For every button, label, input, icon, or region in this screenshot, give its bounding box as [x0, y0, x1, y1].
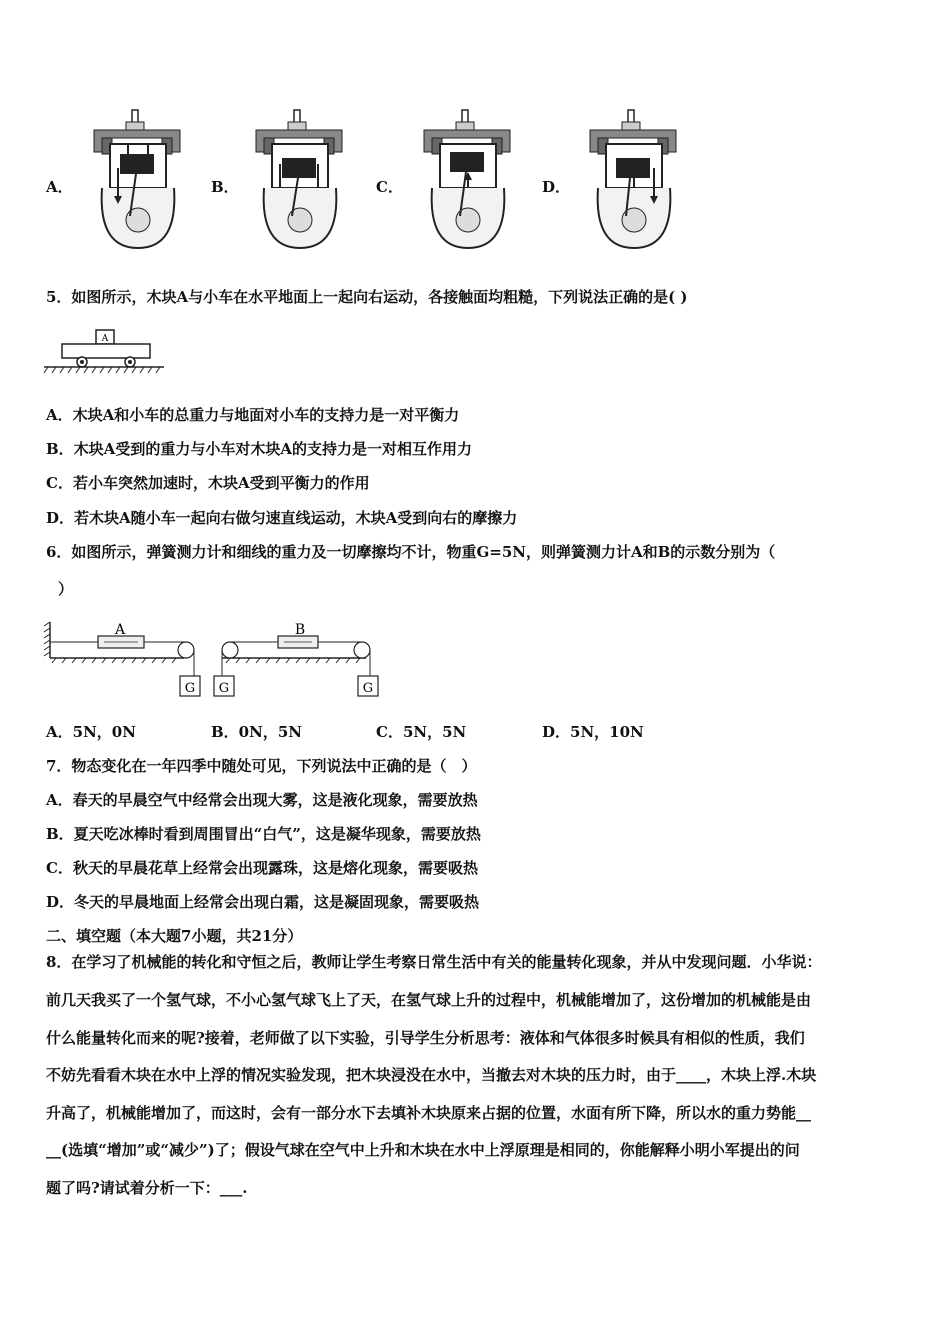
q6-scale-b-label: B [294, 622, 306, 638]
q5-option-b: B．木块A受到的重力与小车对木块A的支持力是一对相互作用力 [46, 440, 472, 458]
q4-option-b-label: B． [211, 178, 239, 196]
q8-line-7: 题了吗?请试着分析一下：___. [46, 1179, 248, 1197]
q8-line-6: __(选填“增加”或“减少”)了；假设气球在空气中上升和木块在水中上浮原理是相同的，你能解释小明小军提出的问 [46, 1141, 800, 1159]
q8-line-4: 不妨先看看木块在水中上浮的情况实验发现，把木块浸没在水中，当撤去对木块的压力时，由于____，木块上浮.木块 [46, 1066, 817, 1084]
engine-diagram-c [418, 108, 518, 253]
q5-option-a: A．木块A和小车的总重力与地面对小车的支持力是一对平衡力 [46, 406, 460, 424]
q7-option-b: B．夏天吃冰棒时看到周围冒出“白气”，这是凝华现象，需要放热 [46, 825, 481, 843]
q6-stem-end: ） [58, 580, 74, 598]
q7-stem: 7．物态变化在一年四季中随处可见，下列说法中正确的是（ ） [46, 757, 477, 775]
q6-option-b: B．0N，5N [211, 723, 302, 741]
q6-stem: 6．如图所示，弹簧测力计和细线的重力及一切摩擦均不计，物重G=5N，则弹簧测力计A和B的示数分别为（ [46, 543, 776, 561]
q6-option-d: D．5N，10N [542, 723, 644, 741]
section-2-title: 二、填空题（本大题7小题，共21分） [46, 927, 303, 945]
q6-option-c: C．5N，5N [376, 723, 467, 741]
q6-spring-scale-diagram [44, 618, 389, 700]
engine-diagram-a [88, 108, 188, 253]
q6-weight-3-label: G [362, 681, 374, 696]
q5-cart-diagram [44, 328, 166, 376]
q7-option-d: D．冬天的早晨地面上经常会出现白霜，这是凝固现象，需要吸热 [46, 893, 480, 911]
q5-option-c: C．若小车突然加速时，木块A受到平衡力的作用 [46, 474, 370, 492]
q6-weight-1-label: G [184, 681, 196, 696]
q4-option-a-label: A． [46, 178, 73, 196]
q8-line-1: 8．在学习了机械能的转化和守恒之后，教师让学生考察日常生活中有关的能量转化现象，并从中发现问题．小华说： [46, 953, 822, 971]
q6-weight-2-label: G [218, 681, 230, 696]
q7-option-a: A．春天的早晨空气中经常会出现大雾，这是液化现象，需要放热 [46, 791, 478, 809]
q8-line-2: 前几天我买了一个氢气球，不小心氢气球飞上了天，在氢气球上升的过程中，机械能增加了，这份增加的机械能是由 [46, 991, 812, 1009]
q4-option-d-label: D． [542, 178, 571, 196]
q4-option-c-label: C． [376, 178, 403, 196]
engine-diagram-b [250, 108, 350, 253]
q5-block-label: A [101, 334, 109, 344]
engine-diagram-d [584, 108, 684, 253]
q5-option-d: D．若木块A随小车一起向右做匀速直线运动，木块A受到向右的摩擦力 [46, 509, 518, 527]
q8-line-5: 升高了，机械能增加了，而这时，会有一部分水下去填补木块原来占据的位置，水面有所下降，所以水的重力势能__ [46, 1104, 812, 1122]
q6-scale-a-label: A [114, 622, 126, 638]
q8-line-3: 什么能量转化而来的呢?接着，老师做了以下实验，引导学生分析思考：液体和气体很多时候具有相似的性质，我们 [46, 1029, 805, 1047]
q7-option-c: C．秋天的早晨花草上经常会出现露珠，这是熔化现象，需要吸热 [46, 859, 478, 877]
q5-stem: 5．如图所示，木块A与小车在水平地面上一起向右运动，各接触面均粗糙，下列说法正确的是( ) [46, 288, 688, 306]
q6-option-a: A．5N，0N [46, 723, 136, 741]
